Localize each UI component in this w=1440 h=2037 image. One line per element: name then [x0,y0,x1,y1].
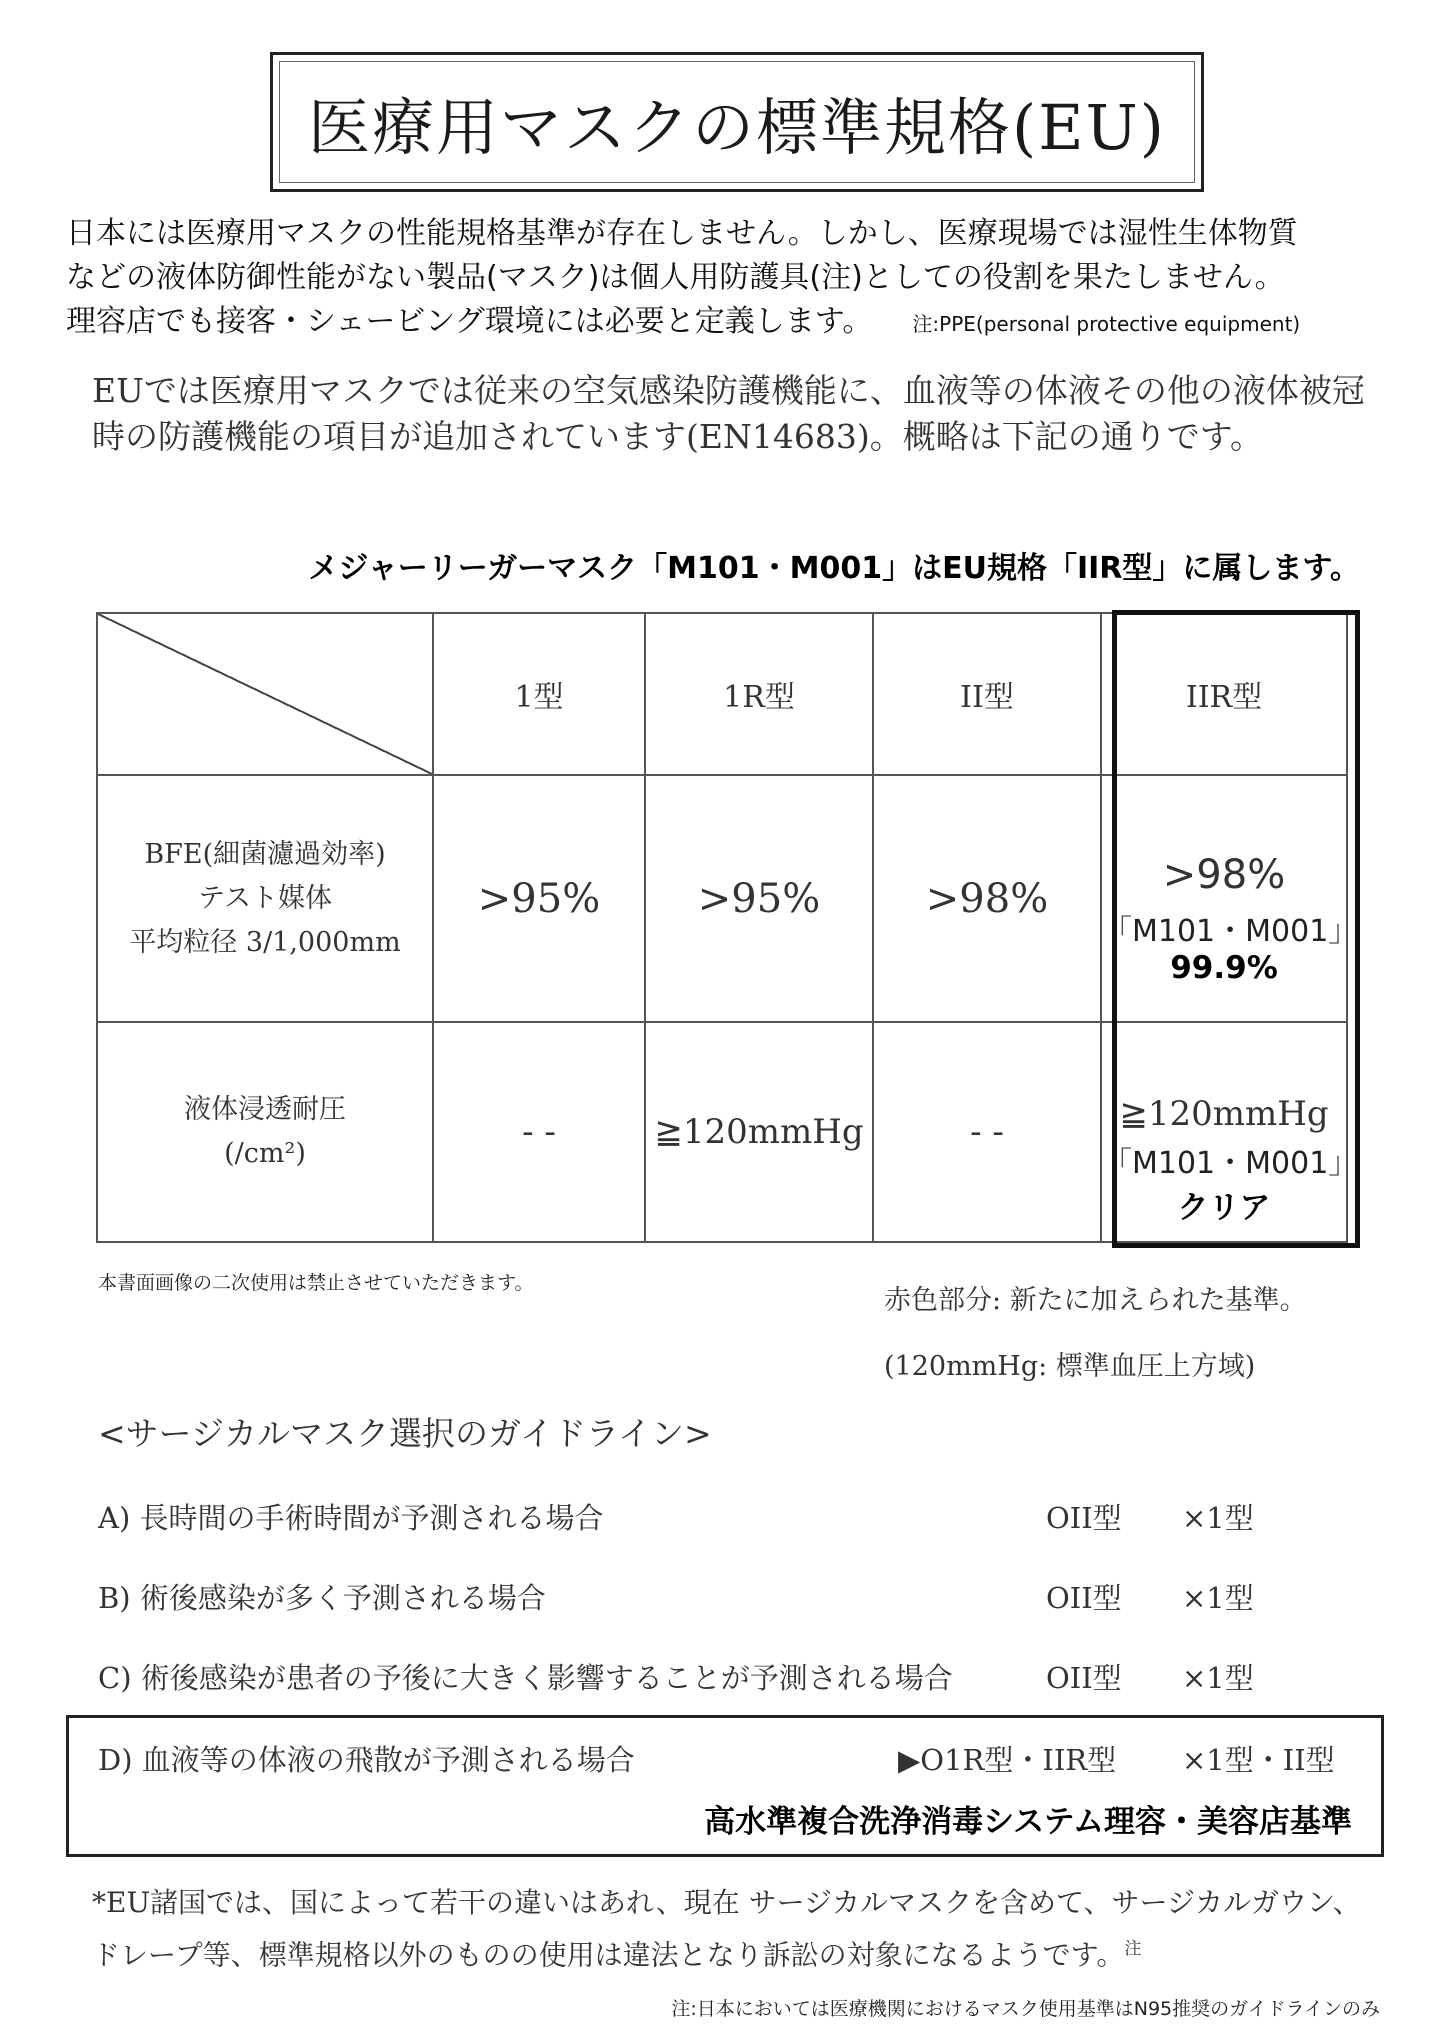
guideline-item-text: A) 長時間の手術時間が予測される場合 [98,1501,604,1535]
fluid-value-type-2r-cell [1101,1022,1359,1242]
guideline-item-ok: OII型 [1046,1501,1122,1535]
table-header-row [97,613,1347,775]
table-row [97,1022,1347,1242]
bfe-label-line-1: BFE(細菌濾過効率) [144,838,386,870]
guideline-item-ok: OII型 [1046,1661,1122,1695]
guideline-item [98,1576,1360,1626]
bfe-product-name: 「M101・M001」 [1102,913,1359,949]
guideline-item-ng: ×1型 [1182,1501,1254,1535]
intro-line-3 [66,300,1386,346]
guideline-item-text: D) 血液等の体液の飛散が予測される場合 [98,1743,635,1777]
fluid-value-type-2: - - [873,1022,1101,1242]
intro-line-1: 日本には医療用マスクの性能規格基準が存在しません。しかし、医療現場では湿性生体物質 [66,216,1298,251]
salon-standard-label: 高水準複合洗浄消毒システム理容・美容店基準 [704,1804,1352,1840]
red-note-line-2: (120mmHg: 標準血圧上方域) [884,1351,1256,1382]
bfe-value-type-2: >98% [873,775,1101,1022]
eu-legal-sup: 注 [1124,1939,1142,1959]
guideline-item-text: C) 術後感染が患者の予後に大きく影響することが予測される場合 [98,1661,953,1695]
header-type-2r: IIR型 [1101,613,1347,775]
guideline-item-ng: ×1型 [1182,1661,1254,1695]
red-note [884,1268,1364,1400]
fluid-value-type-1: - - [433,1022,645,1242]
guideline-item-ng: ×1型 [1182,1581,1254,1615]
fluid-value-type-2r: ≧120mmHg [1119,1093,1329,1134]
eu-paragraph: EUでは医療用マスクでは従来の空気感染防護機能に、血液等の体液その他の液体被冠時の防護機能の項目が追加されています(EN14683)。概略は下記の通りです。 [92,371,1365,456]
bfe-label-line-3: 平均粒径 3/1,000mm [129,926,401,958]
guideline-heading: <サージカルマスク選択のガイドライン> [98,1414,712,1453]
image-notice: 本書面画像の二次使用は禁止させていただきます。 [98,1272,534,1294]
intro-line-3-text: 理容店でも接客・シェービング環境には必要と定義します。 [66,304,873,339]
intro-paragraph [66,212,1386,346]
guideline-item [98,1656,1360,1706]
guideline-item-ok: ▶O1R型・IIR型 [898,1743,1117,1777]
header-type-1r: 1R型 [645,613,873,775]
guideline-item-text: B) 術後感染が多く予測される場合 [98,1581,546,1615]
page-title: 医療用マスクの標準規格(EU) [308,90,1166,164]
standards-table [96,612,1359,1243]
ppe-note: 注:PPE(personal protective equipment) [912,312,1301,336]
table-row [97,775,1347,1022]
guideline-item-ng: ×1型・II型 [1182,1743,1335,1777]
product-highlight: メジャーリーガーマスク「M101・M001」はEU規格「IIR型」に属します。 [308,551,1360,586]
bfe-label-line-2: テスト媒体 [198,882,332,914]
bfe-value-type-1r: >95% [645,775,873,1022]
intro-line-2: などの液体防御性能がない製品(マスク)は個人用防護具(注)としての役割を果たしません。 [66,260,1285,295]
eu-legal-note [92,1880,1382,1978]
fluid-label-line-1: 液体浸透耐圧 [184,1094,346,1125]
corner-cell [97,613,433,775]
fluid-label-cell [97,1022,433,1242]
bfe-product-value: 99.9% [1170,949,1278,986]
bfe-value-type-2r: >98% [1162,851,1286,898]
fluid-product-name: 「M101・M001」 [1102,1145,1359,1181]
fluid-label-line-2: (/cm²) [224,1138,306,1169]
fluid-value-type-1r: ≧120mmHg [645,1022,873,1242]
header-type-2: II型 [873,613,1101,775]
guideline-item-ok: OII型 [1046,1581,1122,1615]
fluid-product-value: クリア [1177,1189,1271,1226]
bfe-value-type-1: >95% [433,775,645,1022]
guideline-item [98,1496,1360,1546]
guideline-item [98,1738,1360,1788]
title-box [270,52,1204,192]
eu-legal-text: *EU諸国では、国によって若干の違いはあれ、現在 サージカルマスクを含めて、サージカルガウン、ドレープ等、標準規格以外のものの使用は違法となり訴訟の対象になるようです。 [92,1886,1361,1972]
bfe-label-cell [97,775,433,1022]
bfe-value-type-2r-cell [1101,775,1359,1022]
red-note-line-1: 赤色部分: 新たに加えられた基準。 [884,1285,1307,1316]
header-type-1: 1型 [433,613,645,775]
bottom-note: 注:日本においては医療機関におけるマスク使用基準はN95推奨のガイドラインのみ [671,1998,1380,2020]
